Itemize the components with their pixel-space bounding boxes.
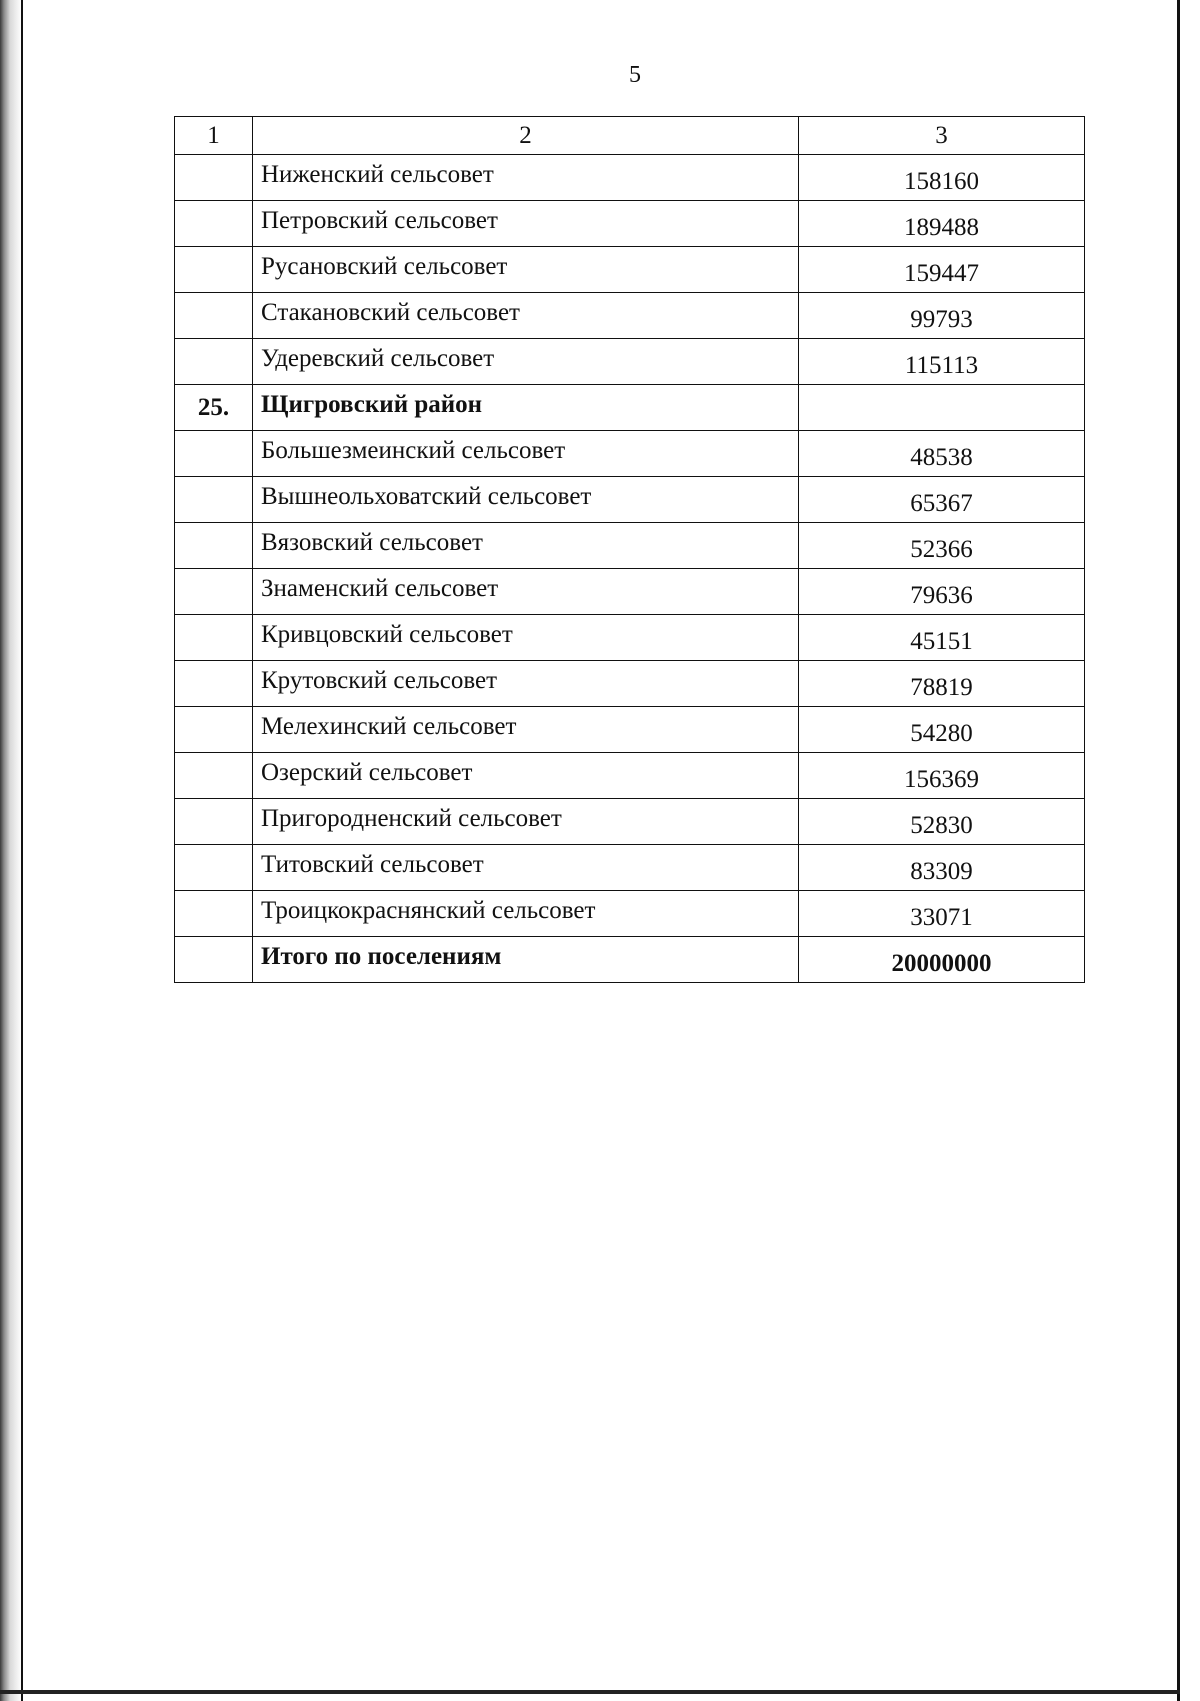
settlement-name-cell: Вышнеольховатский сельсовет	[253, 477, 799, 523]
row-number-cell	[175, 799, 253, 845]
settlement-name-cell: Троицкокраснянский сельсовет	[253, 891, 799, 937]
header-col-2: 2	[253, 117, 799, 155]
amount-cell: 33071	[799, 891, 1085, 937]
row-number-cell	[175, 293, 253, 339]
table-header-row	[175, 117, 1085, 155]
row-number-cell	[175, 753, 253, 799]
settlement-name-cell: Удеревский сельсовет	[253, 339, 799, 385]
table-row	[175, 339, 1085, 385]
table-row	[175, 753, 1085, 799]
settlement-name-cell: Пригородненский сельсовет	[253, 799, 799, 845]
scan-right-border	[1177, 0, 1180, 1701]
table-row	[175, 569, 1085, 615]
settlement-name-cell: Вязовский сельсовет	[253, 523, 799, 569]
allocation-table	[174, 116, 1085, 983]
row-number-cell	[175, 431, 253, 477]
amount-cell: 189488	[799, 201, 1085, 247]
settlement-name-cell: Русановский сельсовет	[253, 247, 799, 293]
settlement-name-cell: Мелехинский сельсовет	[253, 707, 799, 753]
amount-cell: 45151	[799, 615, 1085, 661]
table-body	[175, 117, 1085, 983]
row-number-cell	[175, 937, 253, 983]
row-number-cell	[175, 201, 253, 247]
amount-cell: 48538	[799, 431, 1085, 477]
table-row	[175, 247, 1085, 293]
row-number-cell	[175, 707, 253, 753]
row-number-cell	[175, 523, 253, 569]
amount-cell	[799, 385, 1085, 431]
amount-cell: 52830	[799, 799, 1085, 845]
header-col-1: 1	[175, 117, 253, 155]
table-row	[175, 937, 1085, 983]
amount-cell: 78819	[799, 661, 1085, 707]
row-number-cell	[175, 845, 253, 891]
table-row	[175, 431, 1085, 477]
amount-cell: 20000000	[799, 937, 1085, 983]
table-row	[175, 799, 1085, 845]
row-number-cell	[175, 891, 253, 937]
row-number-cell	[175, 339, 253, 385]
table-row	[175, 523, 1085, 569]
row-number-cell	[175, 569, 253, 615]
scan-left-border	[21, 0, 23, 1701]
settlement-name-cell: Озерский сельсовет	[253, 753, 799, 799]
table-row	[175, 201, 1085, 247]
table-row	[175, 477, 1085, 523]
amount-cell: 158160	[799, 155, 1085, 201]
table-row	[175, 155, 1085, 201]
table-row	[175, 661, 1085, 707]
amount-cell: 156369	[799, 753, 1085, 799]
amount-cell: 159447	[799, 247, 1085, 293]
row-number-cell	[175, 155, 253, 201]
table-row	[175, 293, 1085, 339]
row-number-cell: 25.	[175, 385, 253, 431]
settlement-name-cell: Знаменский сельсовет	[253, 569, 799, 615]
settlement-name-cell: Итого по поселениям	[253, 937, 799, 983]
amount-cell: 54280	[799, 707, 1085, 753]
amount-cell: 65367	[799, 477, 1085, 523]
table-row	[175, 845, 1085, 891]
amount-cell: 83309	[799, 845, 1085, 891]
row-number-cell	[175, 477, 253, 523]
settlement-name-cell: Титовский сельсовет	[253, 845, 799, 891]
settlement-name-cell: Большезмеинский сельсовет	[253, 431, 799, 477]
amount-cell: 99793	[799, 293, 1085, 339]
settlement-name-cell: Крутовский сельсовет	[253, 661, 799, 707]
amount-cell: 79636	[799, 569, 1085, 615]
settlement-name-cell: Щигровский район	[253, 385, 799, 431]
settlement-name-cell: Петровский сельсовет	[253, 201, 799, 247]
row-number-cell	[175, 247, 253, 293]
settlement-name-cell: Кривцовский сельсовет	[253, 615, 799, 661]
settlement-name-cell: Ниженский сельсовет	[253, 155, 799, 201]
table-row	[175, 385, 1085, 431]
amount-cell: 52366	[799, 523, 1085, 569]
page-number: 5	[629, 62, 641, 88]
header-col-3: 3	[799, 117, 1085, 155]
scan-bottom-border	[0, 1690, 1180, 1694]
table-row	[175, 891, 1085, 937]
row-number-cell	[175, 615, 253, 661]
scan-left-shadow	[0, 0, 22, 1701]
settlement-name-cell: Стакановский сельсовет	[253, 293, 799, 339]
row-number-cell	[175, 661, 253, 707]
table-row	[175, 707, 1085, 753]
amount-cell: 115113	[799, 339, 1085, 385]
table-row	[175, 615, 1085, 661]
